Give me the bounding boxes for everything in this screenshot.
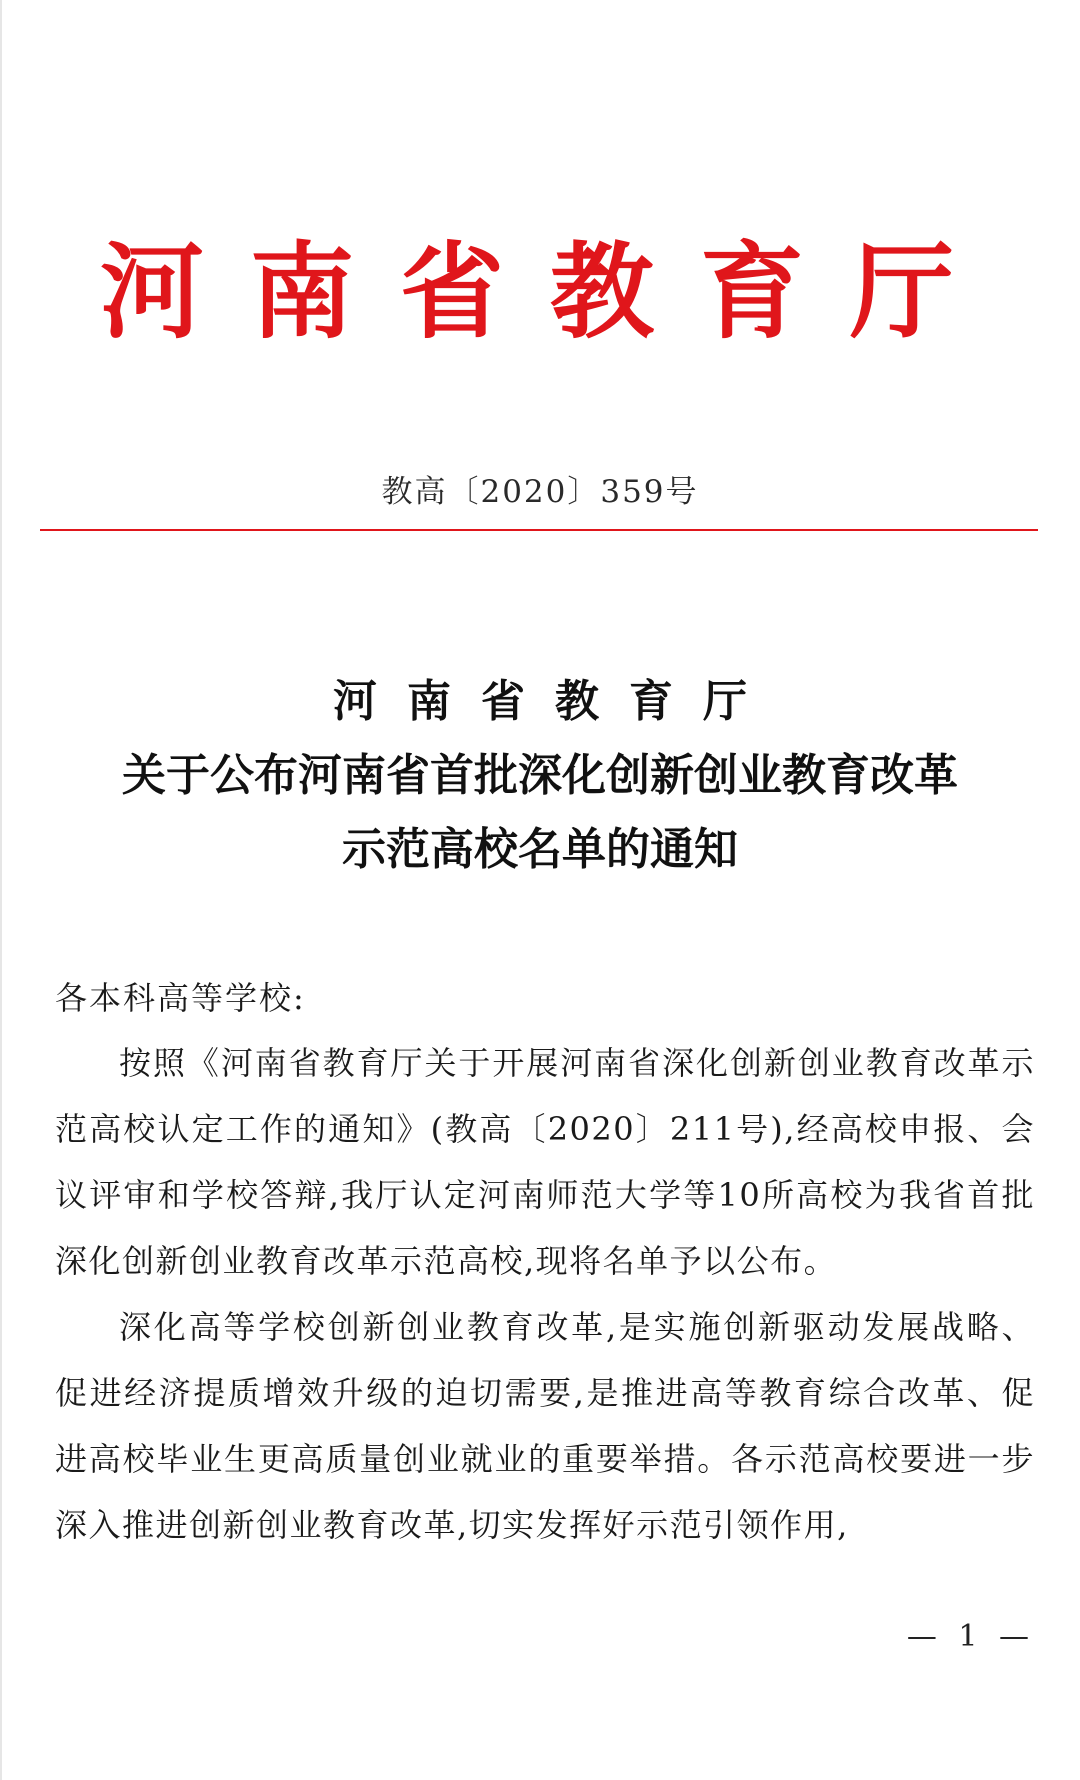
title-line-subject-cont: 示范高校名单的通知 — [342, 824, 738, 875]
issuing-authority-header: 河南省教育厅 — [100, 230, 1001, 353]
salutation: 各本科高等学校: — [55, 979, 306, 1017]
body-paragraph: 按照《河南省教育厅关于开展河南省深化创新创业教育改革示范高校认定工作的通知》(教高〔2020〕211号),经高校申报、会议评审和学校答辩,我厅认定河南师范大学等10所高校为我省首批深化创新创业教育改革示范高校,现将名单予以公布。 — [55, 1044, 1035, 1280]
page-edge — [0, 0, 2, 1780]
red-separator-line — [40, 529, 1038, 531]
document-title — [40, 665, 1040, 887]
title-line-subject: 关于公布河南省首批深化创新创业教育改革 — [122, 750, 958, 801]
page-number: — 1 — — [906, 1619, 1035, 1654]
body-paragraph: 深化高等学校创新创业教育改革,是实施创新驱动发展战略、促进经济提质增效升级的迫切需要,是推进高等教育综合改革、促进高校毕业生更高质量创业就业的重要举措。各示范高校要进一步深入推进创新创业教育改革,切实发挥好示范引领作用, — [55, 1308, 1035, 1544]
document-number: 教高〔2020〕359号 — [381, 474, 699, 510]
body-text — [55, 1030, 1035, 1558]
title-line-authority: 河南省教育厅 — [333, 676, 777, 727]
